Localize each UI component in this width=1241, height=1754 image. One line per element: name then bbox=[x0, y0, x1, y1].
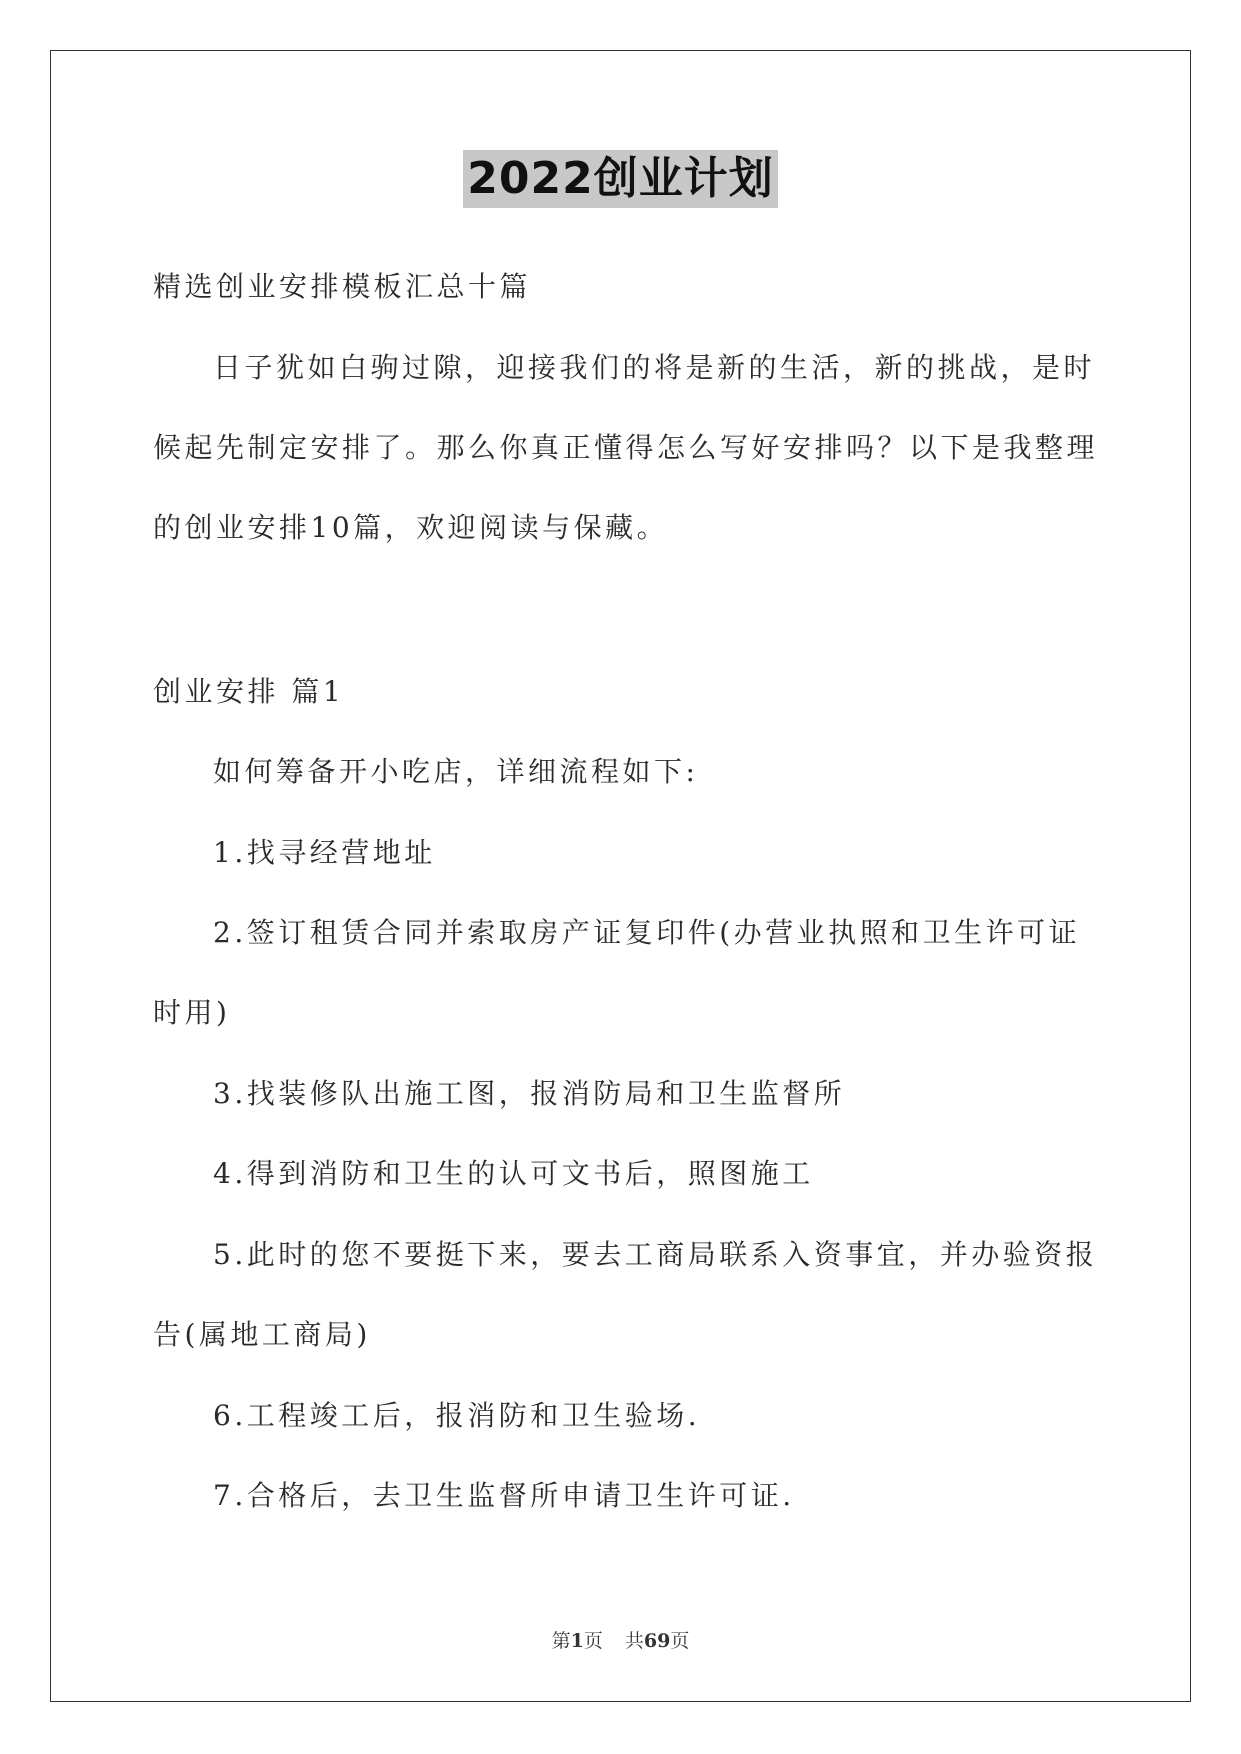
title-container bbox=[0, 150, 1241, 208]
step-line: 时用) bbox=[153, 996, 231, 1029]
intro-line-3: 的创业安排10篇，欢迎阅读与保藏。 bbox=[153, 511, 669, 544]
step-line: 7.合格后，去卫生监督所申请卫生许可证. bbox=[213, 1479, 795, 1512]
step-line: 2.签订租赁合同并索取房产证复印件(办营业执照和卫生许可证 bbox=[213, 916, 1081, 949]
page-footer bbox=[0, 1626, 1241, 1653]
step-line: 告(属地工商局) bbox=[153, 1318, 371, 1351]
total-prefix: 共 bbox=[624, 1630, 644, 1652]
intro-line-1: 日子犹如白驹过隙，迎接我们的将是新的生活，新的挑战，是时 bbox=[213, 351, 1096, 384]
section-heading: 创业安排 篇1 bbox=[153, 675, 345, 708]
total-suffix: 页 bbox=[670, 1630, 690, 1652]
step-line: 5.此时的您不要挺下来，要去工商局联系入资事宜，并办验资报 bbox=[213, 1238, 1098, 1271]
step-line: 3.找装修队出施工图，报消防局和卫生监督所 bbox=[213, 1077, 846, 1110]
section-intro: 如何筹备开小吃店，详细流程如下: bbox=[213, 755, 699, 788]
page-suffix: 页 bbox=[583, 1630, 603, 1652]
step-line: 4.得到消防和卫生的认可文书后，照图施工 bbox=[213, 1157, 814, 1190]
step-line: 6.工程竣工后，报消防和卫生验场. bbox=[213, 1399, 701, 1432]
intro-line-2: 候起先制定安排了。那么你真正懂得怎么写好安排吗？以下是我整理 bbox=[153, 431, 1099, 464]
page-current: 1 bbox=[570, 1630, 584, 1652]
page-total: 69 bbox=[643, 1630, 671, 1652]
document-subtitle: 精选创业安排模板汇总十篇 bbox=[153, 270, 532, 303]
document-title: 2022创业计划 bbox=[463, 150, 777, 208]
step-line: 1.找寻经营地址 bbox=[213, 836, 436, 869]
page-prefix: 第 bbox=[551, 1630, 571, 1652]
